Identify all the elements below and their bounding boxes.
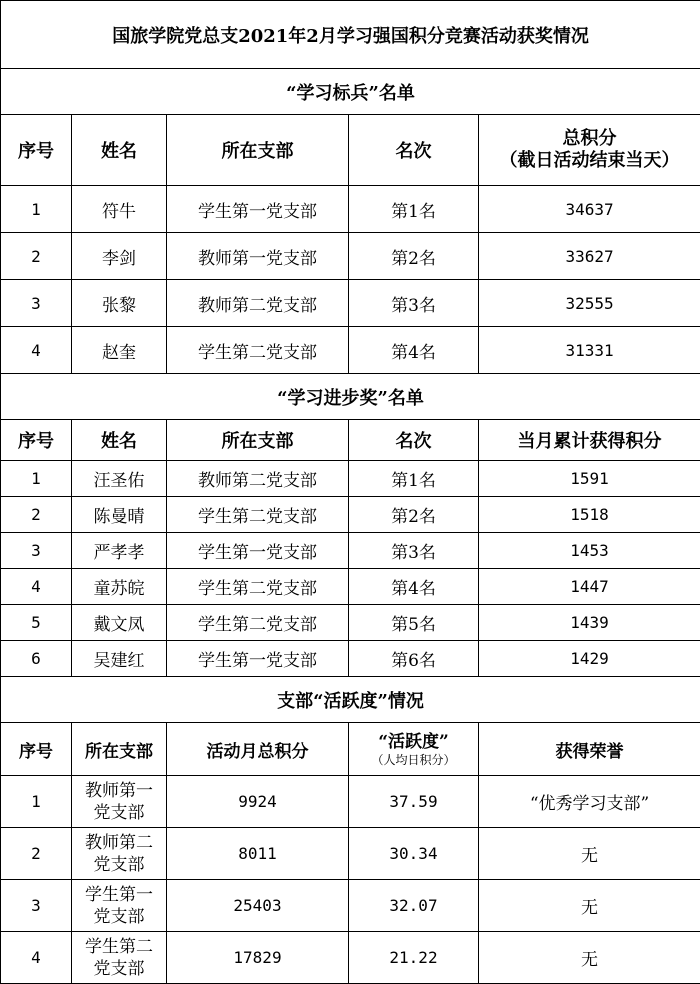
row-score: 33627: [479, 233, 700, 280]
row-rank: 第3名: [349, 533, 479, 569]
row-branch: 教师第二党支部: [167, 280, 349, 327]
table-row: [1, 932, 700, 984]
header-total-score-line1: 总积分: [479, 128, 700, 150]
header-no: 序号: [1, 420, 72, 461]
row-branch: 学生第二党支部: [167, 569, 349, 605]
row-honor: “优秀学习支部”: [479, 776, 700, 828]
header-activity-label: “活跃度”: [349, 731, 478, 753]
section1-header-row: [1, 115, 700, 186]
row-score: 1429: [479, 641, 700, 677]
row-score: 1591: [479, 461, 700, 497]
row-no: 1: [1, 776, 72, 828]
section1-title-row: [1, 69, 700, 115]
header-name: 姓名: [72, 420, 167, 461]
section2-title: “学习进步奖”名单: [1, 374, 700, 420]
row-name: 赵奎: [72, 327, 167, 374]
row-branch-line2: 党支部: [72, 958, 166, 980]
row-name: 张黎: [72, 280, 167, 327]
row-score: 32555: [479, 280, 700, 327]
table-row: [1, 186, 700, 233]
row-rank: 第3名: [349, 280, 479, 327]
row-branch: 教师第一党支部: [167, 233, 349, 280]
table-row: [1, 641, 700, 677]
row-branch-line2: 党支部: [72, 802, 166, 824]
row-rank: 第4名: [349, 569, 479, 605]
table-row: [1, 880, 700, 932]
row-honor: 无: [479, 828, 700, 880]
row-honor: 无: [479, 880, 700, 932]
row-branch: [72, 828, 167, 880]
row-branch: [72, 776, 167, 828]
row-no: 1: [1, 461, 72, 497]
row-no: 2: [1, 233, 72, 280]
section3-title-row: [1, 677, 700, 723]
row-score: 31331: [479, 327, 700, 374]
row-branch: 学生第一党支部: [167, 641, 349, 677]
row-no: 4: [1, 932, 72, 984]
table-row: [1, 327, 700, 374]
row-branch-line1: 学生第二: [72, 936, 166, 958]
row-total: 9924: [167, 776, 349, 828]
row-rank: 第2名: [349, 233, 479, 280]
header-no: 序号: [1, 723, 72, 776]
section2-title-row: [1, 374, 700, 420]
section3-header-row: [1, 723, 700, 776]
header-total-score-line2: （截日活动结束当天）: [479, 150, 700, 172]
row-activity: 30.34: [349, 828, 479, 880]
row-name: 吴建红: [72, 641, 167, 677]
row-no: 2: [1, 497, 72, 533]
header-month-total: 活动月总积分: [167, 723, 349, 776]
row-score: 1518: [479, 497, 700, 533]
row-branch: 学生第二党支部: [167, 497, 349, 533]
row-rank: 第5名: [349, 605, 479, 641]
row-no: 3: [1, 880, 72, 932]
table-row: [1, 497, 700, 533]
row-branch-line2: 党支部: [72, 854, 166, 876]
row-name: 李剑: [72, 233, 167, 280]
row-score: 1447: [479, 569, 700, 605]
row-score: 34637: [479, 186, 700, 233]
row-rank: 第1名: [349, 186, 479, 233]
table-row: [1, 569, 700, 605]
header-branch: 所在支部: [167, 115, 349, 186]
row-branch: [72, 932, 167, 984]
row-no: 5: [1, 605, 72, 641]
header-branch: 所在支部: [72, 723, 167, 776]
row-no: 4: [1, 327, 72, 374]
header-branch: 所在支部: [167, 420, 349, 461]
row-branch: 学生第二党支部: [167, 605, 349, 641]
row-rank: 第1名: [349, 461, 479, 497]
row-branch-line1: 学生第一: [72, 884, 166, 906]
header-rank: 名次: [349, 115, 479, 186]
table-row: [1, 828, 700, 880]
document-title: 国旅学院党总支2021年2月学习强国积分竞赛活动获奖情况: [1, 1, 700, 69]
row-no: 4: [1, 569, 72, 605]
row-name: 符牛: [72, 186, 167, 233]
row-no: 1: [1, 186, 72, 233]
row-activity: 32.07: [349, 880, 479, 932]
table-row: [1, 280, 700, 327]
row-no: 3: [1, 533, 72, 569]
row-name: 陈曼晴: [72, 497, 167, 533]
section2-header-row: [1, 420, 700, 461]
header-no: 序号: [1, 115, 72, 186]
table-row: [1, 461, 700, 497]
row-branch: [72, 880, 167, 932]
section1-title: “学习标兵”名单: [1, 69, 700, 115]
row-total: 25403: [167, 880, 349, 932]
row-branch: 学生第一党支部: [167, 186, 349, 233]
row-branch-line2: 党支部: [72, 906, 166, 928]
header-rank: 名次: [349, 420, 479, 461]
title-row: [1, 1, 700, 69]
row-name: 童苏皖: [72, 569, 167, 605]
row-branch: 教师第二党支部: [167, 461, 349, 497]
row-activity: 37.59: [349, 776, 479, 828]
row-no: 3: [1, 280, 72, 327]
row-name: 戴文凤: [72, 605, 167, 641]
header-total-score: [479, 115, 700, 186]
row-no: 2: [1, 828, 72, 880]
table-row: [1, 233, 700, 280]
row-score: 1453: [479, 533, 700, 569]
row-name: 严孝孝: [72, 533, 167, 569]
header-activity-note: （人均日积分）: [349, 753, 478, 767]
row-branch: 学生第一党支部: [167, 533, 349, 569]
row-rank: 第6名: [349, 641, 479, 677]
row-branch-line1: 教师第二: [72, 832, 166, 854]
row-no: 6: [1, 641, 72, 677]
section3-title: 支部“活跃度”情况: [1, 677, 700, 723]
row-total: 17829: [167, 932, 349, 984]
row-rank: 第4名: [349, 327, 479, 374]
table-row: [1, 533, 700, 569]
row-total: 8011: [167, 828, 349, 880]
header-name: 姓名: [72, 115, 167, 186]
row-activity: 21.22: [349, 932, 479, 984]
row-branch: 学生第二党支部: [167, 327, 349, 374]
row-honor: 无: [479, 932, 700, 984]
row-rank: 第2名: [349, 497, 479, 533]
table-row: [1, 776, 700, 828]
table-row: [1, 605, 700, 641]
row-branch-line1: 教师第一: [72, 780, 166, 802]
header-month-score: 当月累计获得积分: [479, 420, 700, 461]
header-honor: 获得荣誉: [479, 723, 700, 776]
header-activity: [349, 723, 479, 776]
row-name: 汪圣佑: [72, 461, 167, 497]
row-score: 1439: [479, 605, 700, 641]
